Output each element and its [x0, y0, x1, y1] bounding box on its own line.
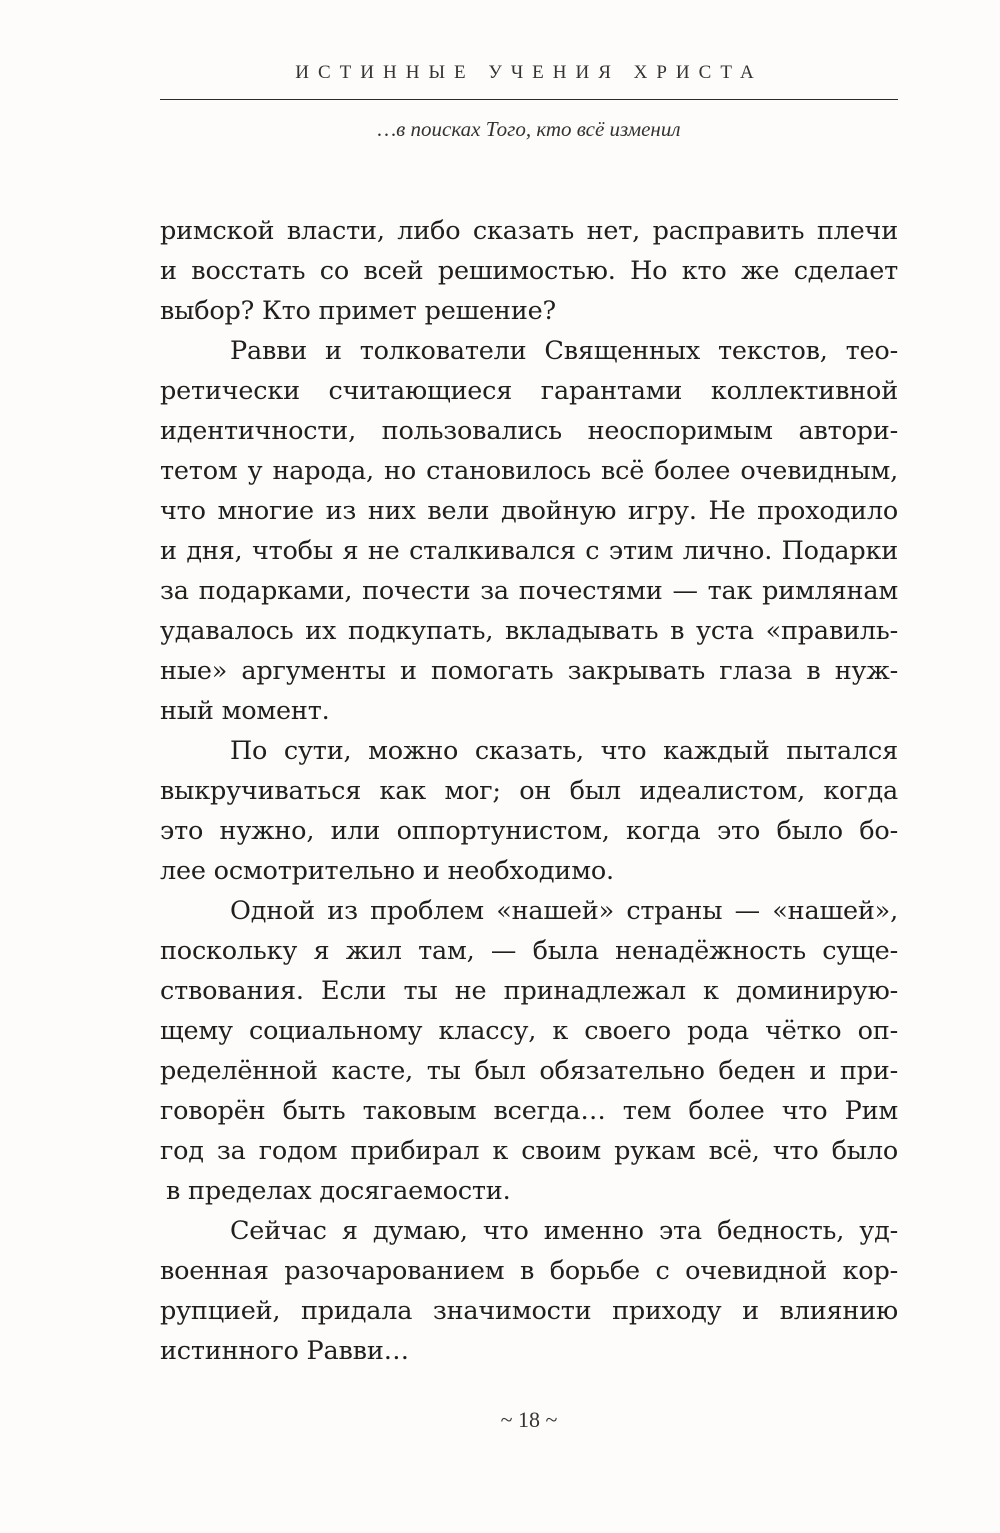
text-line: в пределах досягаемости.: [166, 1176, 511, 1206]
text-line: римской власти, либо сказать нет, расправить плечи: [160, 216, 898, 246]
text-line: поскольку я жил там, — была ненадёжность суще-: [160, 936, 898, 966]
text-line: Сейчас я думаю, что именно эта бедность, уд-: [230, 1216, 898, 1246]
text-line: за подарками, почести за почестями — так римлянам: [160, 576, 898, 606]
text-line: истинного Равви…: [160, 1336, 409, 1366]
text-line: удавалось их подкупать, вкладывать в уста «правиль-: [160, 616, 898, 646]
text-line: год за годом прибирал к своим рукам всё, что было: [160, 1136, 898, 1166]
running-head-title: ИСТИННЫЕ УЧЕНИЯ ХРИСТА: [295, 62, 763, 83]
text-line: ные» аргументы и помогать закрывать глаза в нуж-: [160, 656, 898, 686]
running-head-subtitle: …в поисках Того, кто всё изменил: [377, 117, 681, 141]
text-line: и дня, чтобы я не сталкивался с этим лично. Подарки: [160, 536, 898, 566]
text-line: выбор? Кто примет решение?: [160, 296, 556, 326]
text-line: военная разочарованием в борьбе с очевидной кор-: [160, 1256, 898, 1286]
text-line: ределённой касте, ты был обязательно беден и при-: [160, 1056, 898, 1086]
text-line: выкручиваться как мог; он был идеалистом, когда: [160, 776, 898, 806]
body-text: [160, 211, 898, 1371]
text-line: рупцией, придала значимости приходу и влиянию: [160, 1296, 898, 1326]
header-rule: [160, 99, 898, 100]
text-line: говорён быть таковым всегда… тем более что Рим: [160, 1096, 898, 1126]
text-line: это нужно, или оппортунистом, когда это было бо-: [160, 816, 898, 846]
text-line: и восстать со всей решимостью. Но кто же сделает: [160, 256, 898, 286]
text-line: щему социальному классу, к своего рода чётко оп-: [160, 1016, 898, 1046]
text-line: ствования. Если ты не принадлежал к доминирую-: [160, 976, 898, 1006]
text-line: Равви и толкователи Священных текстов, тео-: [230, 336, 898, 366]
text-line: лее осмотрительно и необходимо.: [160, 856, 614, 886]
text-line: тетом у народа, но становилось всё более очевидным,: [160, 456, 898, 486]
page-number: ~ 18 ~: [500, 1407, 558, 1432]
text-line: ный момент.: [160, 696, 330, 726]
text-line: что многие из них вели двойную игру. Не проходило: [160, 496, 898, 526]
text-line: идентичности, пользовались неоспоримым автори-: [160, 416, 898, 446]
text-line: По сути, можно сказать, что каждый пытался: [230, 736, 898, 766]
text-line: Одной из проблем «нашей» страны — «нашей»,: [230, 896, 898, 926]
text-line: ретически считающиеся гарантами коллективной: [160, 376, 898, 406]
